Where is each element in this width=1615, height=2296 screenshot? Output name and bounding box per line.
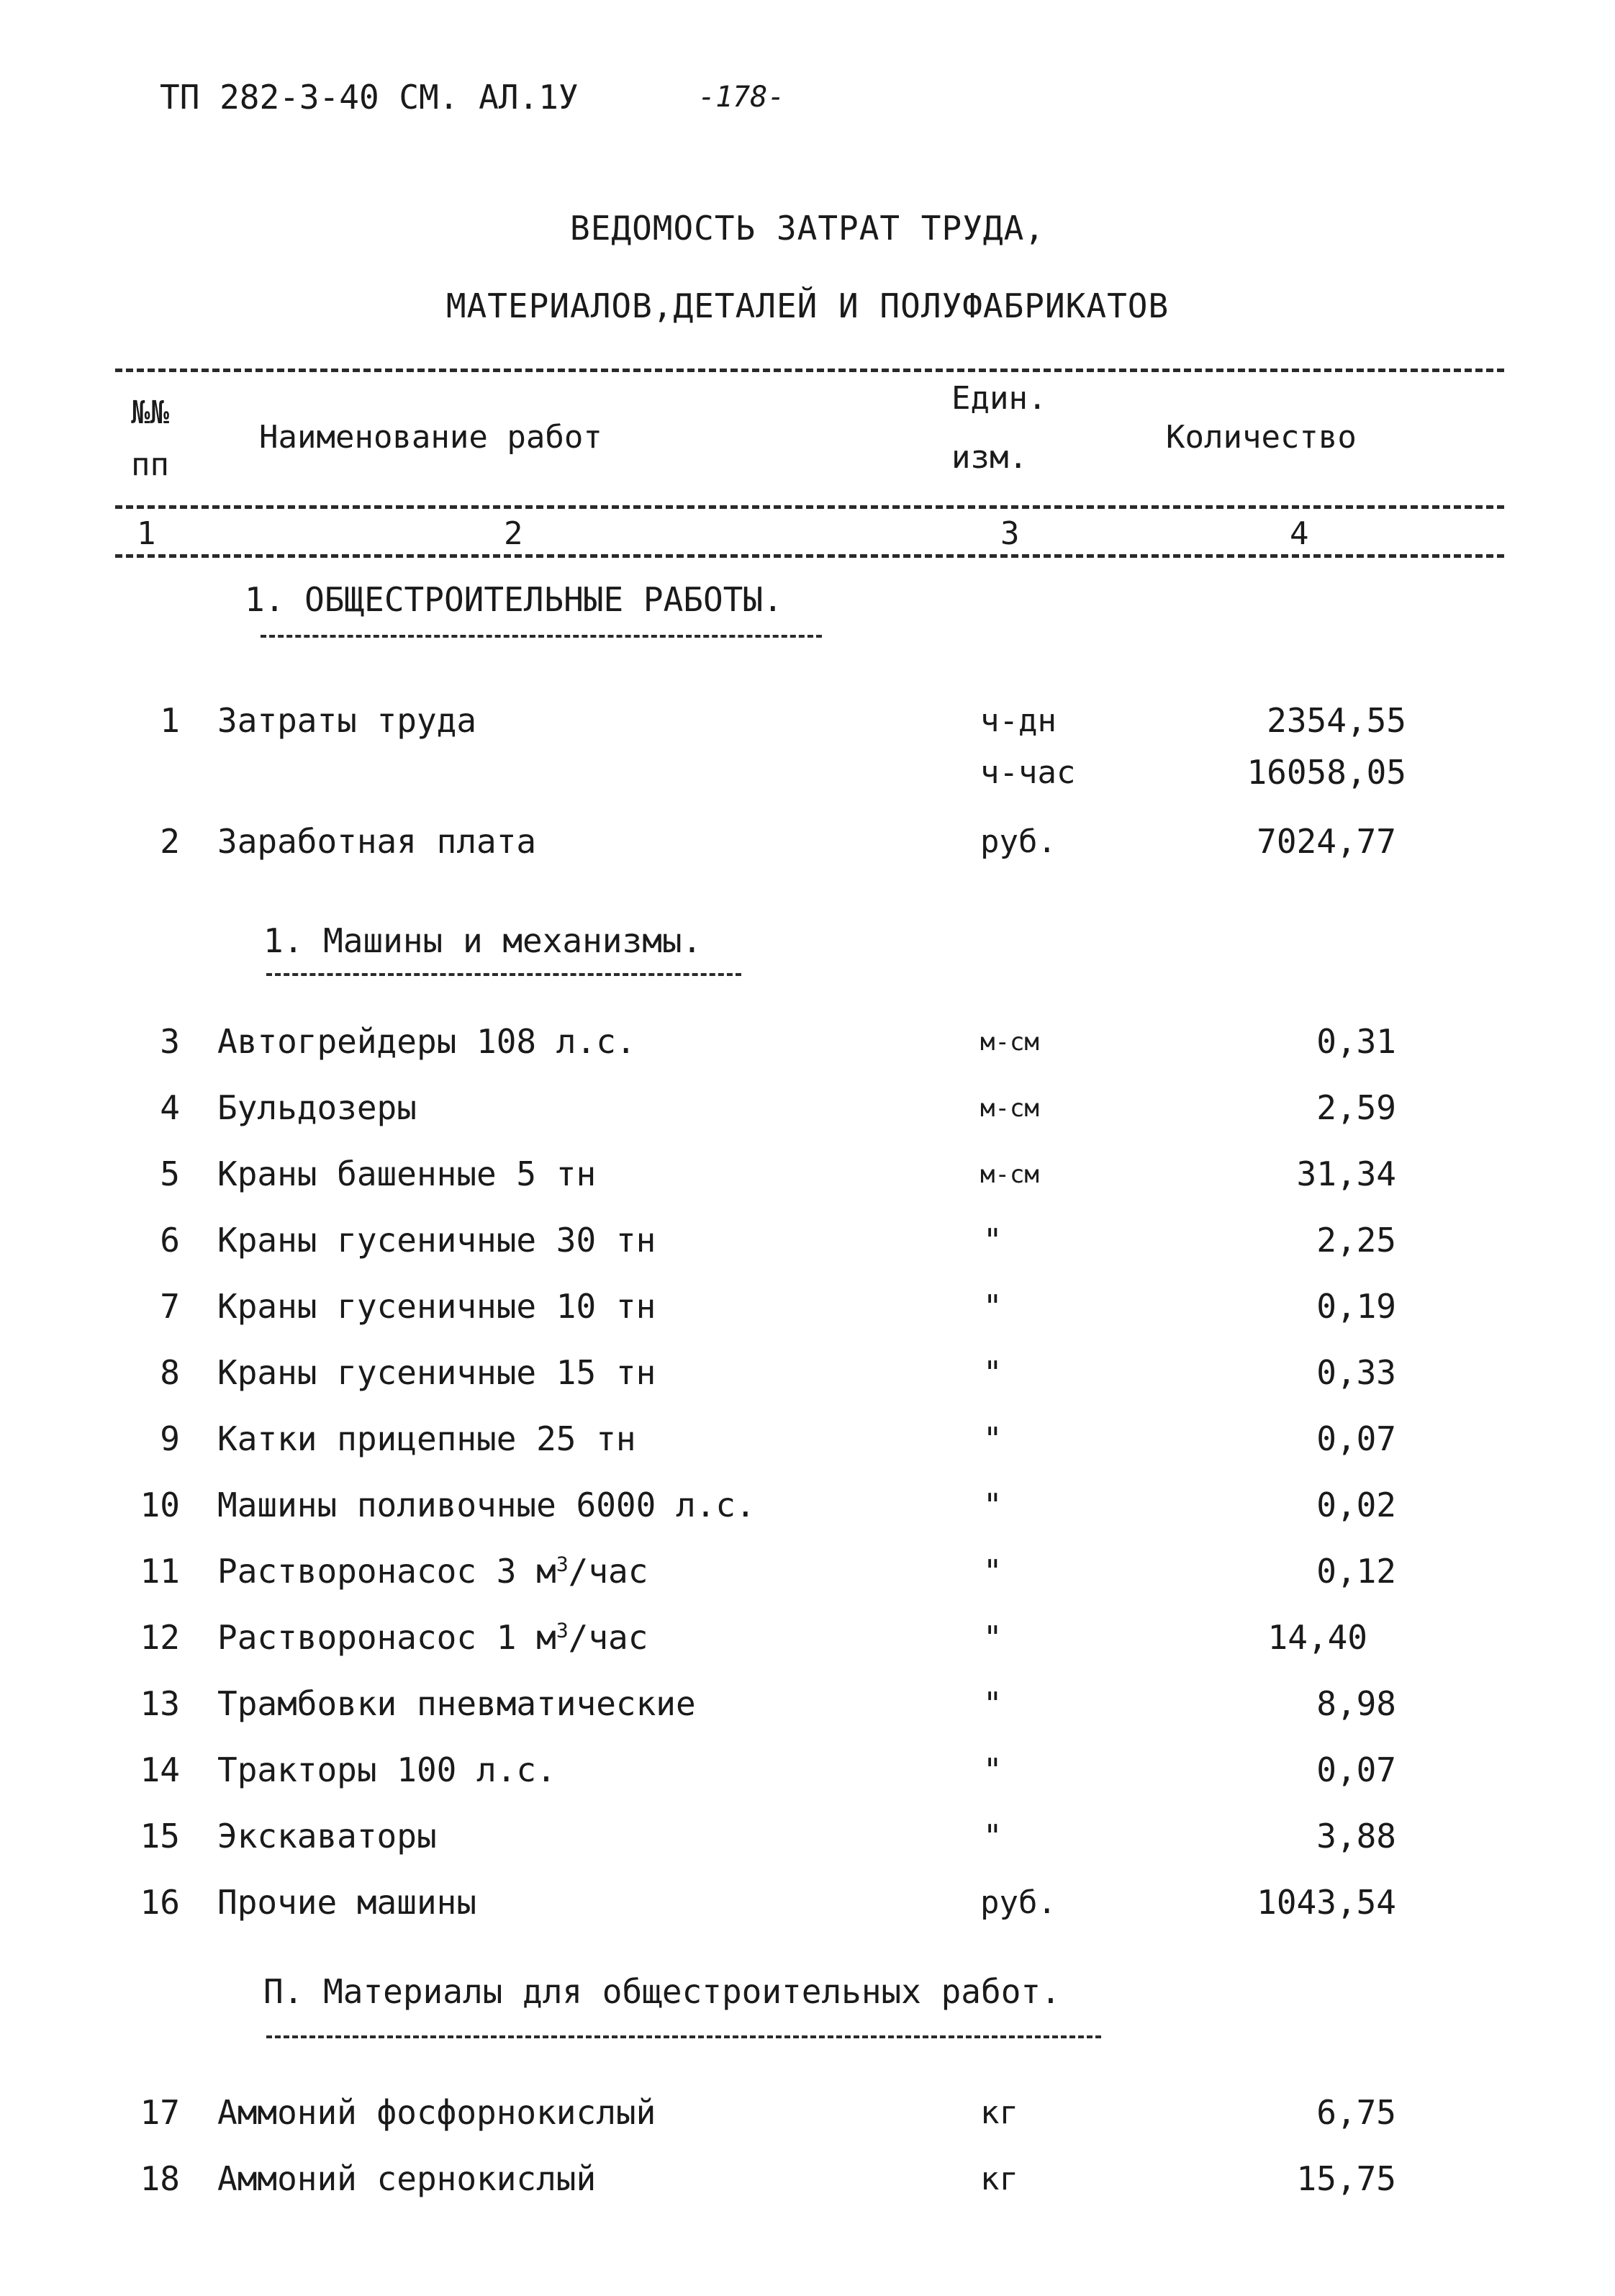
row-number: 1	[160, 701, 180, 740]
col-no-header-2: пп	[131, 446, 169, 483]
row-unit: кг	[980, 2094, 1018, 2131]
row-unit: "	[983, 1553, 1003, 1590]
row-number: 16	[140, 1883, 180, 1922]
row-number: 10	[140, 1486, 180, 1524]
row-qty: 6,75	[1316, 2093, 1396, 2132]
row-unit: руб.	[980, 1884, 1057, 1921]
row-number: 3	[160, 1022, 180, 1061]
superscript: 3	[556, 1618, 569, 1642]
row-qty: 1043,54	[1257, 1883, 1396, 1922]
row-unit: "	[983, 1619, 1003, 1656]
row-qty: 8,98	[1316, 1684, 1396, 1723]
row-qty: 2,25	[1316, 1221, 1396, 1260]
row-qty: 7024,77	[1257, 822, 1396, 861]
row-name: Краны гусеничные 10 тн	[217, 1287, 656, 1326]
col-unit-header-2: изм.	[951, 439, 1028, 476]
row-qty: 0,07	[1316, 1750, 1396, 1789]
row-name	[217, 1618, 648, 1657]
row-name: Краны башенные 5 тн	[217, 1154, 597, 1193]
table-top-border	[115, 369, 1504, 372]
row-qty: 2354,55	[1267, 701, 1406, 740]
row-unit: ч-дн	[980, 702, 1057, 739]
row-number: 13	[140, 1684, 180, 1723]
document-code: ТП 282-3-40 СМ. АЛ.1У	[160, 78, 579, 117]
row-name-tail: /час	[568, 1552, 648, 1591]
row-qty: 0,07	[1316, 1419, 1396, 1458]
superscript: 3	[556, 1552, 569, 1576]
row-unit: руб.	[980, 823, 1057, 860]
row-name: Краны гусеничные 15 тн	[217, 1353, 656, 1392]
row-qty: 31,34	[1296, 1154, 1396, 1193]
row-name: Автогрейдеры 108 л.с.	[217, 1022, 636, 1061]
row-number: 11	[140, 1552, 180, 1591]
row-unit: "	[983, 1222, 1003, 1259]
row-qty: 0,33	[1316, 1353, 1396, 1392]
col-unit-header-1: Един.	[951, 380, 1047, 417]
row-qty: 14,40	[1267, 1618, 1367, 1657]
col-number-4: 4	[1290, 515, 1309, 552]
col-numbers-separator	[115, 554, 1504, 558]
row-name: Аммоний фосфорнокислый	[217, 2093, 656, 2132]
col-number-1: 1	[137, 515, 156, 552]
col-qty-header: Количество	[1166, 419, 1357, 456]
row-unit: "	[983, 1686, 1003, 1722]
row-number: 12	[140, 1618, 180, 1657]
row-unit: "	[983, 1288, 1003, 1325]
row-name-text: Растворонасос 1 м	[217, 1618, 556, 1657]
col-no-header-1: №№	[131, 394, 169, 431]
section-underline	[261, 635, 822, 638]
row-name: Аммоний сернокислый	[217, 2159, 597, 2198]
row-qty: 15,75	[1296, 2159, 1396, 2198]
row-unit: м-см	[980, 1028, 1039, 1057]
col-name-header: Наименование работ	[259, 419, 602, 456]
row-name: Машины поливочные 6000 л.с.	[217, 1486, 756, 1524]
row-name: Экскаваторы	[217, 1817, 437, 1856]
row-unit: "	[983, 1355, 1003, 1391]
row-qty: 2,59	[1316, 1088, 1396, 1127]
row-number: 15	[140, 1817, 180, 1856]
row-qty: 3,88	[1316, 1817, 1396, 1856]
header-separator	[115, 505, 1504, 509]
row-number: 9	[160, 1419, 180, 1458]
row-number: 7	[160, 1287, 180, 1326]
row-unit: м-см	[980, 1160, 1039, 1189]
row-name-tail: /час	[568, 1618, 648, 1657]
row-unit: "	[983, 1487, 1003, 1524]
row-name: Заработная плата	[217, 822, 537, 861]
row-qty: 0,02	[1316, 1486, 1396, 1524]
col-number-2: 2	[504, 515, 523, 552]
row-unit: кг	[980, 2161, 1018, 2197]
row-number: 5	[160, 1154, 180, 1193]
row-name: Прочие машины	[217, 1883, 477, 1922]
row-unit-secondary: ч-час	[980, 754, 1076, 791]
row-name	[217, 1552, 648, 1591]
subsection-title-materials: П. Материалы для общестроительных работ.	[263, 1972, 1061, 2011]
row-unit: "	[983, 1752, 1003, 1789]
row-number: 8	[160, 1353, 180, 1392]
title-line-1: ВЕДОМОСТЬ ЗАТРАТ ТРУДА,	[570, 209, 1045, 248]
row-number: 6	[160, 1221, 180, 1260]
row-number: 2	[160, 822, 180, 861]
row-qty: 0,31	[1316, 1022, 1396, 1061]
page-number: -178-	[698, 81, 785, 114]
row-unit: "	[983, 1421, 1003, 1457]
row-name: Краны гусеничные 30 тн	[217, 1221, 656, 1260]
row-qty: 0,12	[1316, 1552, 1396, 1591]
row-qty: 0,19	[1316, 1287, 1396, 1326]
section-title: 1. ОБЩЕСТРОИТЕЛЬНЫЕ РАБОТЫ.	[245, 580, 783, 619]
row-number: 17	[140, 2093, 180, 2132]
row-name: Тракторы 100 л.с.	[217, 1750, 556, 1789]
row-name: Трамбовки пневматические	[217, 1684, 696, 1723]
subsection-title-machines: 1. Машины и механизмы.	[263, 921, 702, 960]
row-name: Бульдозеры	[217, 1088, 417, 1127]
col-number-3: 3	[1000, 515, 1020, 552]
row-number: 4	[160, 1088, 180, 1127]
row-qty-secondary: 16058,05	[1247, 753, 1406, 792]
row-name: Затраты труда	[217, 701, 477, 740]
row-unit: м-см	[980, 1094, 1039, 1123]
title-line-2: МАТЕРИАЛОВ,ДЕТАЛЕЙ И ПОЛУФАБРИКАТОВ	[445, 286, 1170, 325]
row-number: 14	[140, 1750, 180, 1789]
subsection-underline	[266, 973, 741, 976]
row-name: Катки прицепные 25 тн	[217, 1419, 636, 1458]
row-name-text: Растворонасос 3 м	[217, 1552, 556, 1591]
row-number: 18	[140, 2159, 180, 2198]
subsection-underline	[266, 2035, 1101, 2038]
row-unit: "	[983, 1818, 1003, 1855]
